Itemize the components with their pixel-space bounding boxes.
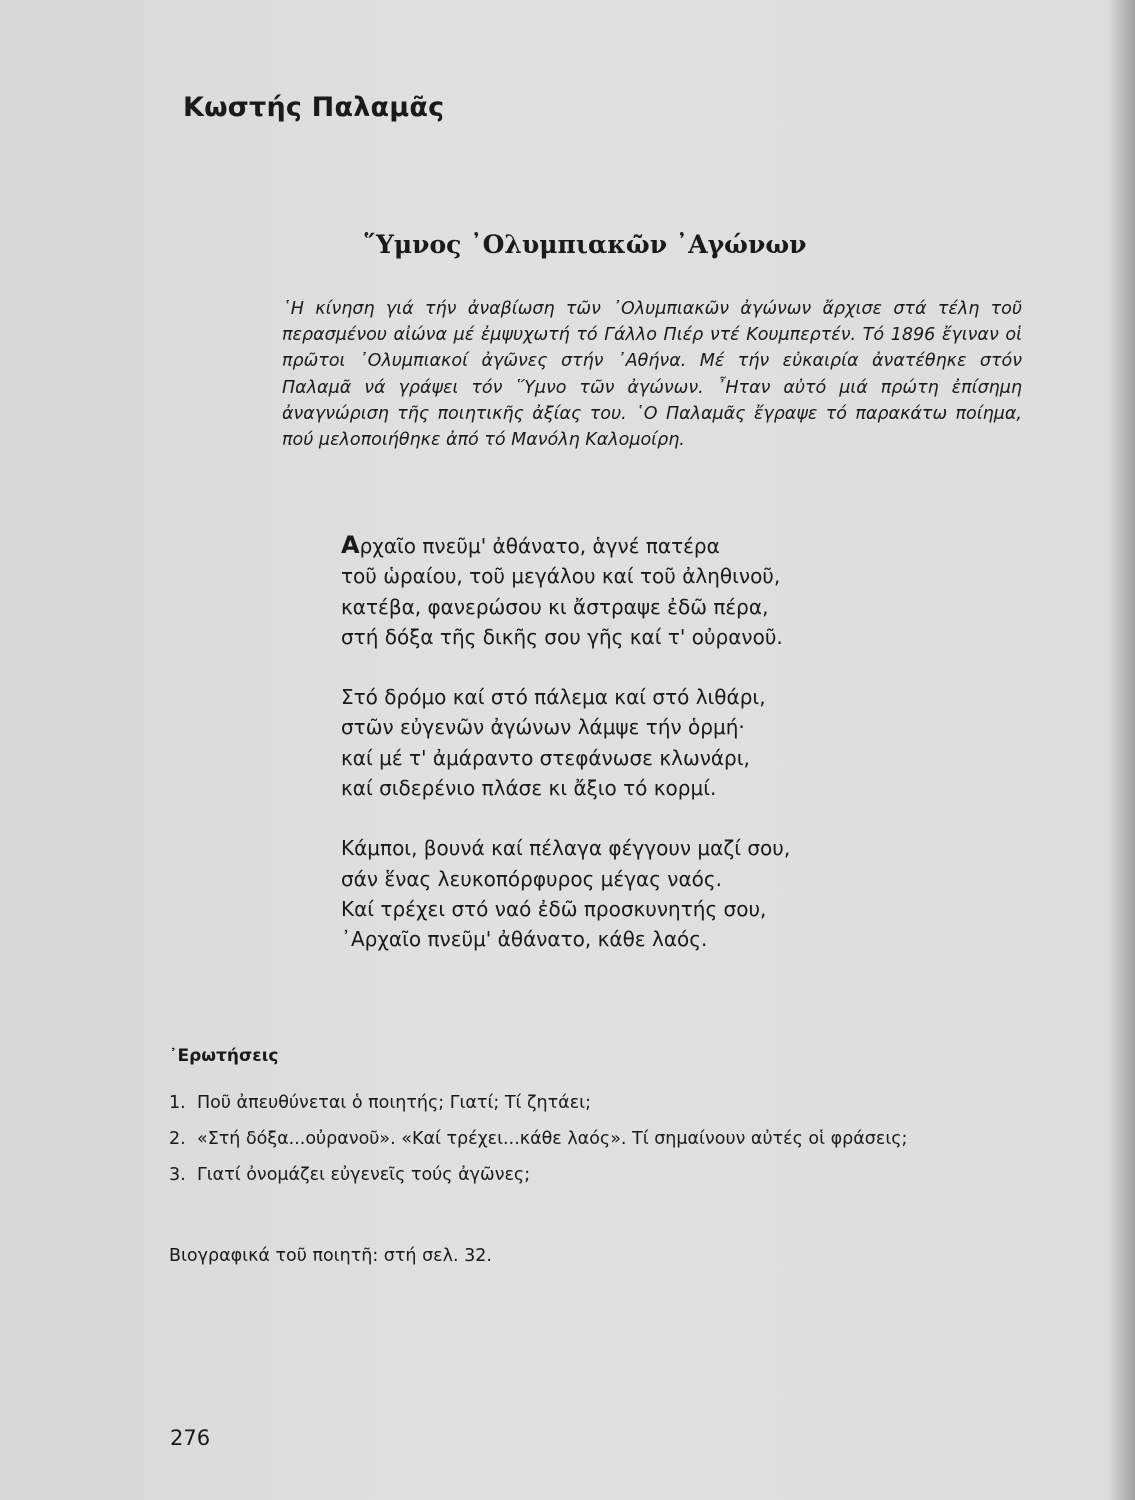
question-text: Ποῦ ἀπευθύνεται ὁ ποιητής; Γιατί; Τί ζητάει; bbox=[197, 1093, 591, 1113]
author-name: Κωστής Παλαμᾶς bbox=[183, 92, 445, 123]
questions-list bbox=[169, 1090, 1024, 1198]
poem-text bbox=[341, 530, 790, 985]
question-item bbox=[169, 1126, 1024, 1152]
poem-line: ᾽Αρχαῖο πνεῦμ' ἀθάνατο, κάθε λαός. bbox=[341, 927, 708, 952]
question-item bbox=[169, 1162, 1024, 1188]
poem-line: κατέβα, φανερώσου κι ἄστραψε ἐδῶ πέρα, bbox=[341, 594, 769, 619]
question-number: 2. bbox=[169, 1129, 186, 1149]
questions-heading: ᾽Ερωτήσεις bbox=[169, 1046, 279, 1066]
poem-stanza-1 bbox=[341, 530, 790, 652]
poem-stanza-3 bbox=[341, 833, 790, 954]
question-item bbox=[169, 1090, 1024, 1116]
poem-line bbox=[341, 530, 790, 561]
bio-note: Βιογραφικά τοῦ ποιητῆ: στή σελ. 32. bbox=[169, 1246, 492, 1266]
poem-line: καί μέ τ' ἀμάραντο στεφάνωσε κλωνάρι, bbox=[341, 745, 750, 770]
poem-stanza-2 bbox=[341, 682, 790, 803]
poem-line: Στό δρόμο καί στό πάλεμα καί στό λιθάρι, bbox=[341, 685, 766, 710]
poem-line: τοῦ ὡραίου, τοῦ μεγάλου καί τοῦ ἀληθινοῦ, bbox=[341, 564, 781, 589]
intro-paragraph: ῾Η κίνηση γιά τήν ἀναβίωση τῶν ᾽Ολυμπιακῶν ἀγώνων ἄρχισε στά τέλη τοῦ περασμένου αἰώνα μέ ἐμψυχωτή τό Γάλλο Πιέρ ντέ Κουμπερτέν. Τό 1896 ἔγιναν οἱ πρῶτοι ᾽Ολυμπιακοί ἀγῶνες στήν ᾽Αθήνα. Μέ τήν εὐκαιρία ἀνατέθηκε στόν Παλαμᾶ νά γράψει τόν ῞Υμνο τῶν ἀγώνων. ῏Ηταν αὐτό μιά πρώτη ἐπίσημη ἀναγνώριση τῆς ποιητικῆς ἀξίας του. ῾Ο Παλαμᾶς ἔγραψε τό παρακάτω ποίημα, πού μελοποιήθηκε ἀπό τό Μανόλη Καλομοίρη. bbox=[282, 299, 1022, 451]
poem-line: Καί τρέχει στό ναό ἐδῶ προσκυνητής σου, bbox=[341, 896, 767, 921]
poem-line: στή δόξα τῆς δικῆς σου γῆς καί τ' οὐρανοῦ. bbox=[341, 624, 783, 649]
question-number: 3. bbox=[169, 1165, 186, 1185]
page-number: 276 bbox=[170, 1426, 211, 1450]
drop-cap: Α bbox=[341, 531, 360, 559]
poem-line: σάν ἕνας λευκοπόρφυρος μέγας ναός. bbox=[341, 866, 722, 891]
question-text: Γιατί ὀνομάζει εὐγενεῖς τούς ἀγῶνες; bbox=[197, 1165, 531, 1185]
question-text: «Στή δόξα...οὐρανοῦ». «Καί τρέχει...κάθε λαός». Τί σημαίνουν αὐτές οἱ φράσεις; bbox=[197, 1129, 908, 1149]
poem-line: στῶν εὐγενῶν ἀγώνων λάμψε τήν ὁρμή· bbox=[341, 715, 745, 740]
poem-line: Κάμποι, βουνά καί πέλαγα φέγγουν μαζί σου, bbox=[341, 836, 791, 861]
poem-line-text: ρχαῖο πνεῦμ' ἀθάνατο, ἁγνέ πατέρα bbox=[359, 534, 720, 558]
poem-title: ῞Υμνος ᾽Ολυμπιακῶν ᾽Αγώνων bbox=[363, 230, 807, 259]
poem-line: καί σιδερένιο πλάσε κι ἄξιο τό κορμί. bbox=[341, 776, 717, 801]
question-number: 1. bbox=[169, 1093, 186, 1113]
